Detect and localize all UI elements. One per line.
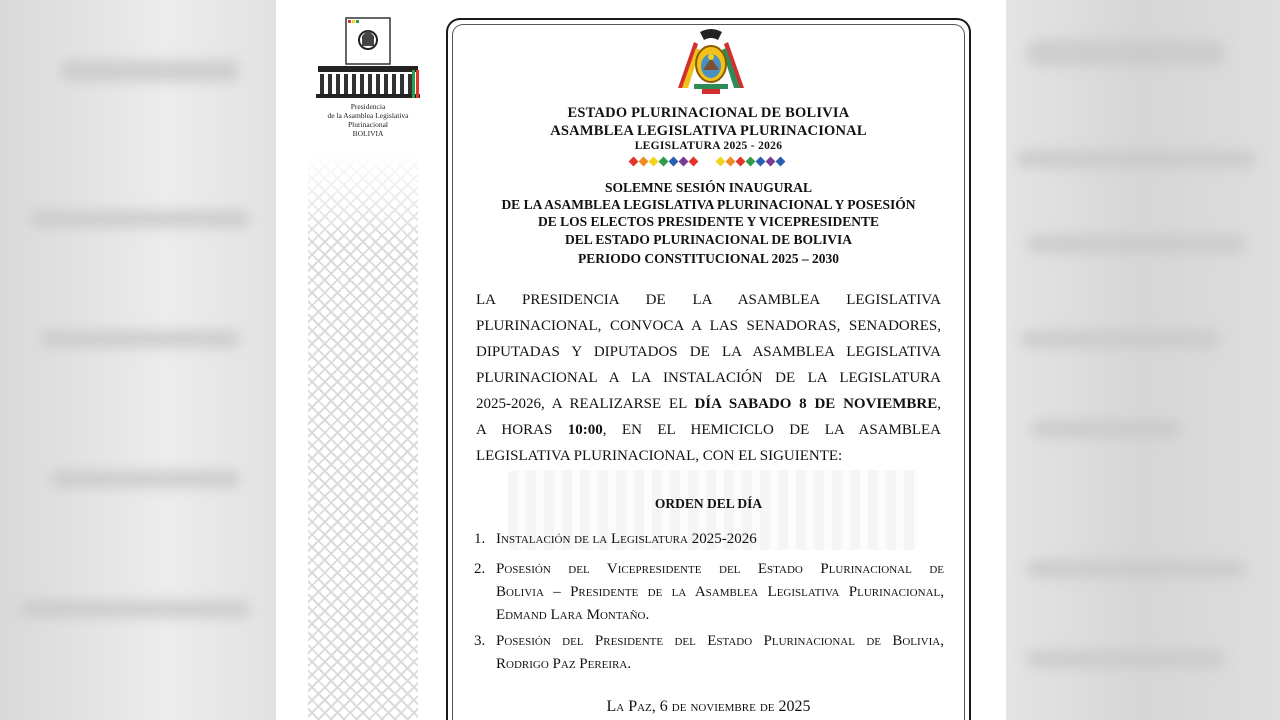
logo-line-3: BOLIVIA <box>352 129 384 138</box>
paragraph-line-6-rest: , EN EL HEMICICLO DE LA ASAMBLEA <box>602 422 941 438</box>
wiphala-dot <box>766 157 776 167</box>
presidency-logo <box>312 16 424 138</box>
agenda-item-line: Bolivia – Presidente de la Asamblea Legislativa Plurinacional, <box>496 584 944 600</box>
wiphala-dot <box>726 157 736 167</box>
wiphala-dot <box>756 157 766 167</box>
paragraph-line-2: PLURINACIONAL, CONVOCA A LAS SENADORAS, SENADORES, <box>476 318 941 334</box>
blurred-background-left <box>0 0 276 720</box>
title-line-5: PERIODO CONSTITUCIONAL 2025 – 2030 <box>577 251 840 266</box>
title-line-3: DE LOS ELECTOS PRESIDENTE Y VICEPRESIDENTE <box>538 214 879 229</box>
paragraph-line-7: LEGISLATIVA PLURINACIONAL, CON EL SIGUIENTE: <box>476 448 843 464</box>
document-date: La Paz, 6 de noviembre de 2025 <box>606 698 811 715</box>
wiphala-dot <box>679 157 689 167</box>
title-line-1: SOLEMNE SESIÓN INAUGURAL <box>604 180 813 195</box>
document-page <box>276 0 1006 720</box>
agenda-item-line: Edmand Lara Montaño. <box>496 607 650 623</box>
wiphala-dot <box>689 157 699 167</box>
wiphala-dot <box>649 157 659 167</box>
event-date-highlight: DÍA SABADO 8 DE NOVIEMBRE <box>694 396 938 412</box>
agenda-item <box>474 630 944 676</box>
title-line-4: DEL ESTADO PLURINACIONAL DE BOLIVIA <box>564 232 853 247</box>
agenda-title: ORDEN DEL DÍA <box>654 496 763 511</box>
agenda-item-number: 2. <box>474 561 486 577</box>
agenda-item-line: Rodrigo Paz Pereira. <box>496 656 632 672</box>
wiphala-dot <box>736 157 746 167</box>
agenda-item-number: 3. <box>474 633 486 649</box>
agenda-item <box>474 528 944 551</box>
paragraph-line-5-comma: , <box>937 396 941 412</box>
agenda-item <box>474 558 944 627</box>
paragraph-line-1: LA PRESIDENCIA DE LA ASAMBLEA LEGISLATIVA <box>476 292 941 308</box>
paragraph-line-6-text: A HORAS <box>476 422 568 438</box>
paragraph-line-5-text: 2025-2026, A REALIZARSE EL <box>476 396 695 412</box>
convocation-paragraph <box>476 287 941 469</box>
logo-line-1: Presidencia <box>350 102 386 111</box>
wiphala-dot <box>776 157 786 167</box>
wiphala-dot <box>629 157 639 167</box>
paragraph-line-6 <box>476 417 941 443</box>
agenda-item-line: Instalación de la Legislatura 2025-2026 <box>496 531 757 547</box>
agenda-item-line: Posesión del Vicepresidente del Estado Plurinacional de <box>496 561 944 577</box>
bolivia-coat-of-arms-icon <box>674 28 748 96</box>
header-assembly-name: ASAMBLEA LEGISLATIVA PLURINACIONAL <box>550 123 867 139</box>
wiphala-dot <box>639 157 649 167</box>
wiphala-dot-row <box>630 158 784 165</box>
logo-line-2: de la Asamblea Legislativa Plurinacional <box>327 111 409 129</box>
legislative-palace-icon <box>312 16 424 100</box>
agenda-item-number: 1. <box>474 531 486 547</box>
paragraph-line-5 <box>476 391 941 417</box>
paragraph-line-4: PLURINACIONAL A LA INSTALACIÓN DE LA LEGISLATURA <box>476 370 941 386</box>
agenda-item-line: Posesión del Presidente del Estado Plurinacional de Bolivia, <box>496 633 944 649</box>
andean-ornament-column <box>308 152 418 720</box>
title-line-2: DE LA ASAMBLEA LEGISLATIVA PLURINACIONAL Y POSESIÓN <box>501 197 916 212</box>
paragraph-line-3: DIPUTADAS Y DIPUTADOS DE LA ASAMBLEA LEGISLATIVA <box>476 344 941 360</box>
wiphala-dot <box>669 157 679 167</box>
event-time-highlight: 10:00 <box>567 422 603 438</box>
header-legislature: LEGISLATURA 2025 - 2026 <box>634 140 783 152</box>
wiphala-dot <box>659 157 669 167</box>
wiphala-dot <box>746 157 756 167</box>
wiphala-dot <box>716 157 726 167</box>
header-state-name: ESTADO PLURINACIONAL DE BOLIVIA <box>567 105 850 121</box>
blurred-background-right <box>1006 0 1280 720</box>
